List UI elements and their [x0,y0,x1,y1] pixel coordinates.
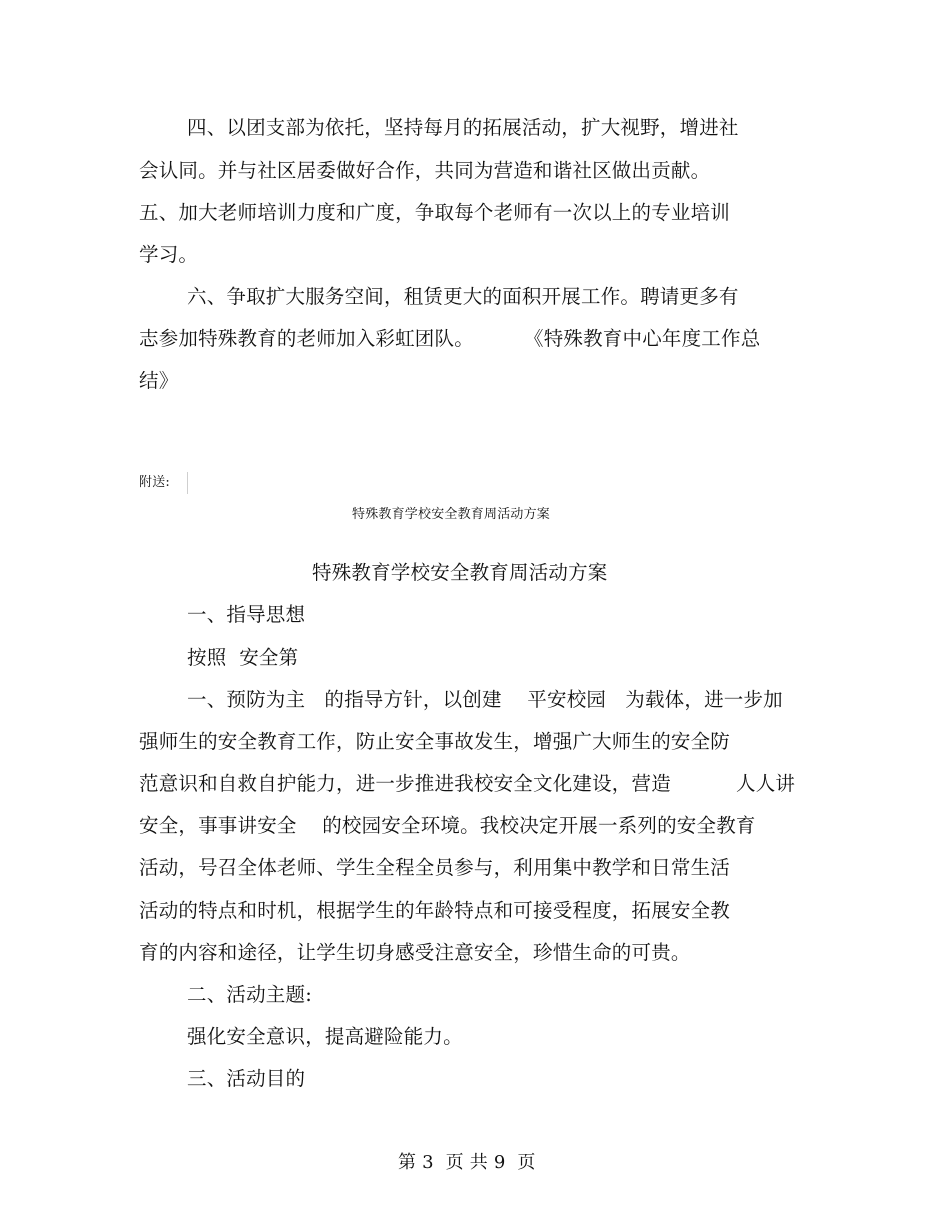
divider [187,472,188,494]
text-line-3: 五、加大老师培训力度和广度，争取每个老师有一次以上的专业培训 [139,201,731,224]
body-line-4-end: 人人讲 [736,772,796,795]
section-3-heading: 三、活动目的 [187,1067,306,1090]
text-line-2: 会认同。并与社区居委做好合作，共同为营造和谐社区做出贡献。 [139,159,711,182]
text-line-7: 结》 [139,369,179,392]
body-line-1: 按照 安全第 [187,646,299,669]
section-1-heading: 一、指导思想 [187,603,306,626]
section-2-heading: 二、活动主题: [187,983,312,1006]
body-line-8: 育的内容和途径，让学生切身感受注意安全，珍惜生命的可贵。 [139,941,691,964]
body-line-6: 活动，号召全体老师、学生全程全员参与，利用集中教学和日常生活 [139,856,731,879]
text-line-5: 六、争取扩大服务空间，租赁更大的面积开展工作。聘请更多有 [187,285,739,308]
page-footer: 第 3 页 共 9 页 [398,1152,536,1173]
body-line-5: 安全，事事讲安全 的校园安全环境。我校决定开展一系列的安全教育 [139,814,756,837]
body-line-2: 一、预防为主 的指导方针，以创建 平安校园 为载体，进一步加 [187,688,783,711]
body-line-7: 活动的特点和时机，根据学生的年龄特点和可接受程度，拓展安全教 [139,899,731,922]
body-line-9: 强化安全意识，提高避险能力。 [187,1025,463,1048]
body-line-4: 范意识和自救自护能力，进一步推进我校安全文化建设，营造 [139,772,671,795]
text-line-6-title: 《特殊教育中心年度工作总 [524,327,761,350]
appendix-label: 附送: [139,475,170,490]
body-line-3: 强师生的安全教育工作，防止安全事故发生，增强广大师生的安全防 [139,730,731,753]
text-line-4: 学习。 [139,243,199,266]
main-title: 特殊教育学校安全教育周活动方案 [312,561,608,584]
small-title: 特殊教育学校安全教育周活动方案 [352,507,551,522]
text-line-1: 四、以团支部为依托，坚持每月的拓展活动，扩大视野，增进社 [187,116,739,139]
text-line-6: 志参加特殊教育的老师加入彩虹团队。 [139,327,474,350]
